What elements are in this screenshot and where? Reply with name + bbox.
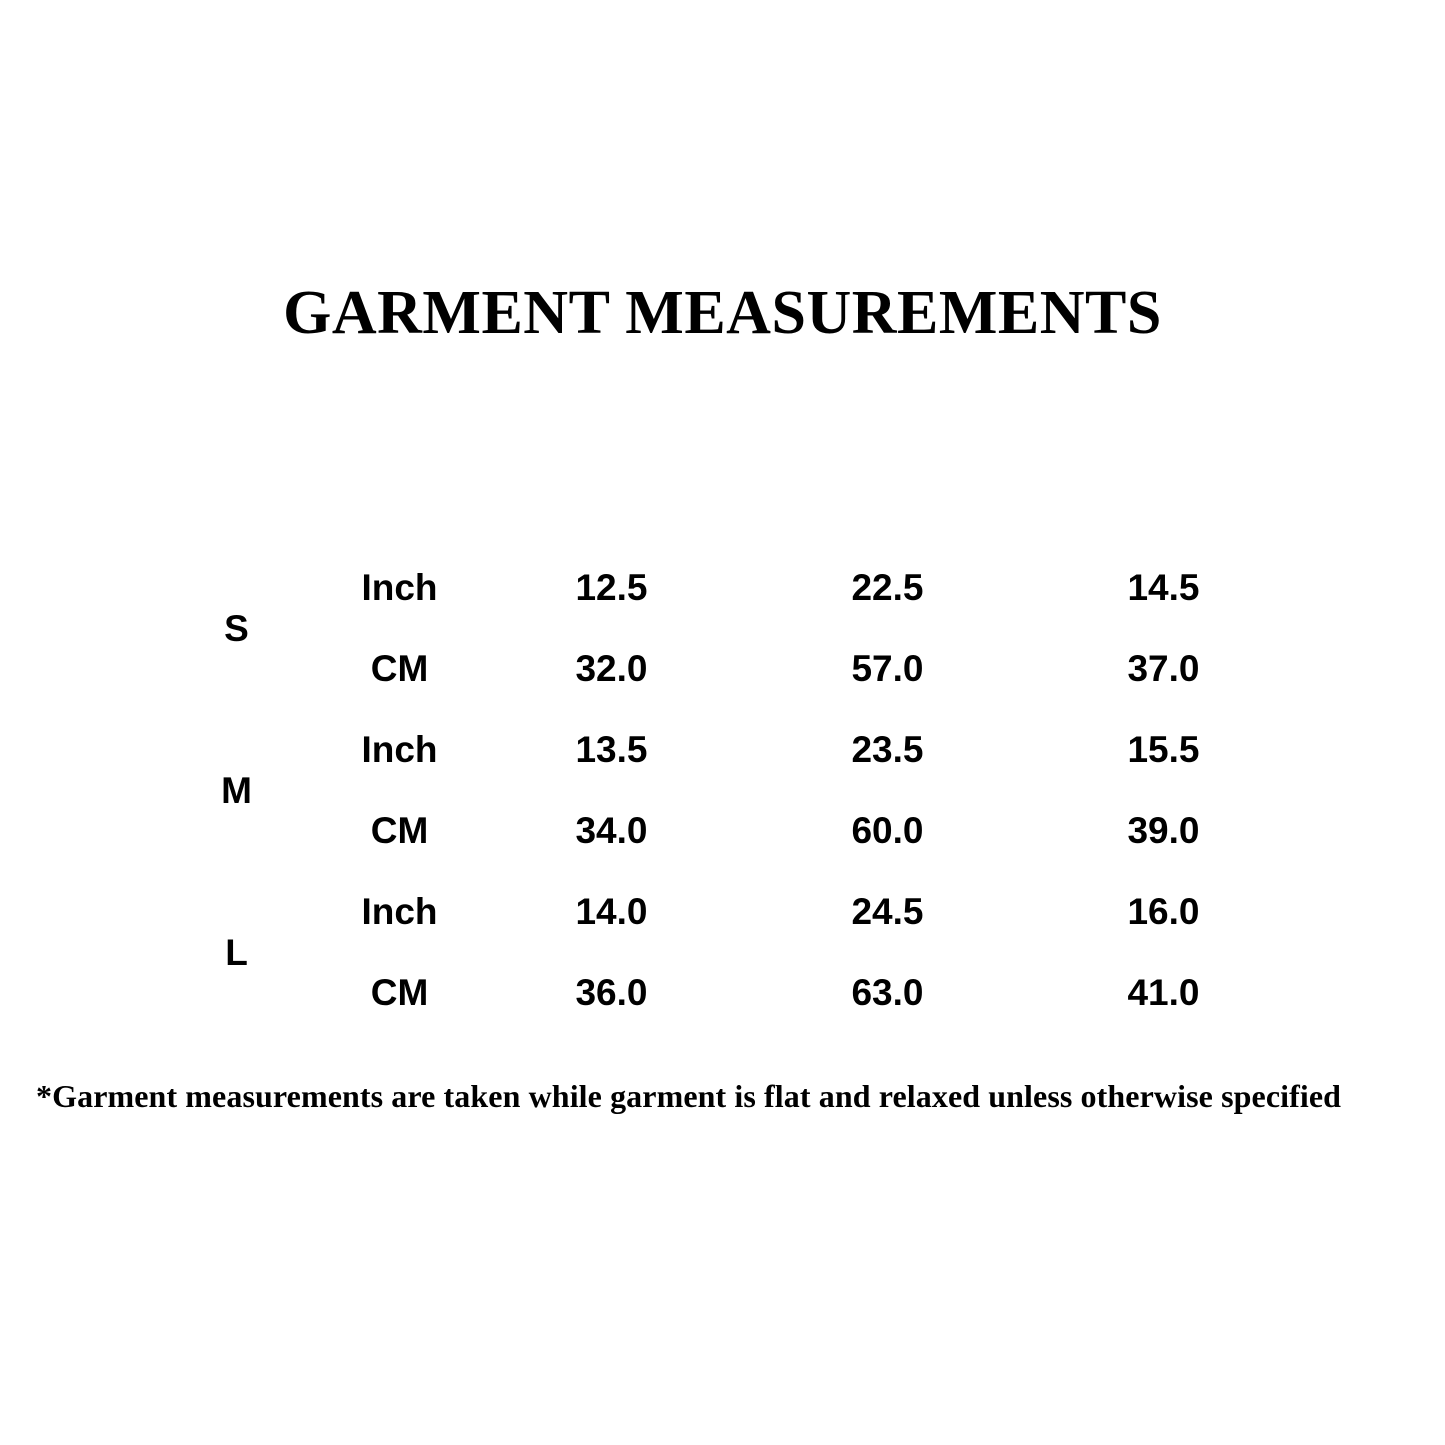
cell-l-cm-length: 41.0 — [1026, 953, 1302, 1034]
unit-label-s-cm: CM — [326, 629, 474, 710]
cell-m-cm-length: 39.0 — [1026, 791, 1302, 872]
cell-l-inch-sleeve: 24.5 — [750, 872, 1026, 953]
cell-l-inch-bust: 14.0 — [474, 872, 750, 953]
unit-label-l-inch: Inch — [326, 872, 474, 953]
size-label-m: M — [148, 710, 326, 872]
unit-fraction — [307, 444, 415, 533]
unit-label-m-cm: CM — [326, 791, 474, 872]
unit-fraction-numerator: Inch — [323, 442, 398, 484]
cell-l-cm-sleeve: 63.0 — [750, 953, 1026, 1034]
unit-label-l-cm: CM — [326, 953, 474, 1034]
page-title: GARMENT MEASUREMENTS — [283, 279, 1162, 347]
size-label-l: L — [148, 872, 326, 1034]
column-header-length — [1026, 429, 1302, 548]
cell-m-inch-sleeve: 23.5 — [750, 710, 1026, 791]
unit-label-m-inch: Inch — [326, 710, 474, 791]
table-row — [148, 710, 1302, 791]
cell-m-inch-bust: 13.5 — [474, 710, 750, 791]
cell-l-cm-bust: 36.0 — [474, 953, 750, 1034]
column-header-sleeve-label: Sleeve — [824, 465, 951, 510]
cell-m-cm-sleeve: 60.0 — [750, 791, 1026, 872]
column-header-bust — [474, 429, 750, 548]
unit-label-s-inch: Inch — [326, 548, 474, 629]
cell-s-inch-length: 14.5 — [1026, 548, 1302, 629]
cell-l-inch-length: 16.0 — [1026, 872, 1302, 953]
cell-s-cm-bust: 32.0 — [474, 629, 750, 710]
cell-s-cm-length: 37.0 — [1026, 629, 1302, 710]
cell-s-inch-bust: 12.5 — [474, 548, 750, 629]
size-label-s: S — [148, 548, 326, 710]
measurements-table-container — [146, 427, 1298, 1035]
table-row — [148, 872, 1302, 953]
unit-header-cell — [148, 429, 474, 548]
measurements-table — [146, 427, 1303, 1035]
table-row — [148, 548, 1302, 629]
column-header-length-label: Length — [1096, 465, 1231, 510]
footnote: *Garment measurements are taken while garment is flat and relaxed unless otherwise specified — [36, 1078, 1342, 1114]
cell-m-cm-bust: 34.0 — [474, 791, 750, 872]
cell-s-inch-sleeve: 22.5 — [750, 548, 1026, 629]
cell-s-cm-sleeve: 57.0 — [750, 629, 1026, 710]
unit-fraction-denominator: CM — [332, 491, 389, 532]
column-header-sleeve — [750, 429, 1026, 548]
unit-header-label: Unit: — [206, 466, 293, 509]
table-header-row — [148, 429, 1302, 548]
column-header-bust-label: Bust — [567, 465, 656, 510]
cell-m-inch-length: 15.5 — [1026, 710, 1302, 791]
